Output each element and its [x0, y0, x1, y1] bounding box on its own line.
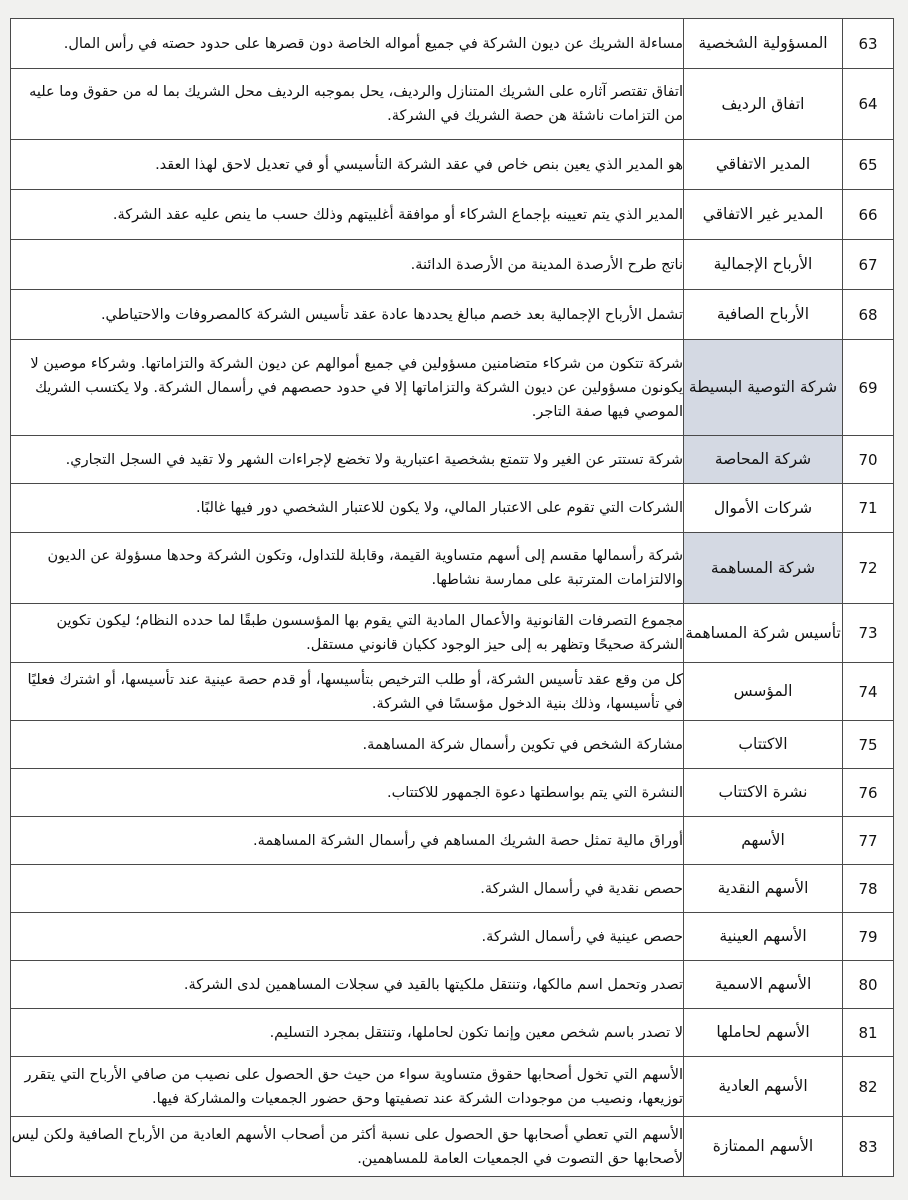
row-number: 78 — [843, 865, 894, 913]
glossary-row — [11, 1117, 894, 1177]
term-cell: تأسيس شركة المساهمة — [684, 604, 843, 663]
row-number: 83 — [843, 1117, 894, 1177]
definition-cell: مساءلة الشريك عن ديون الشركة في جميع أمواله الخاصة دون قصرها على حدود حصته في رأس المال. — [11, 19, 684, 69]
definition-cell: شركة تستتر عن الغير ولا تتمتع بشخصية اعتبارية ولا تخضع لإجراءات الشهر ولا تقيد في السجل التجاري. — [11, 436, 684, 484]
glossary-row — [11, 721, 894, 769]
glossary-table-body — [11, 19, 894, 1177]
definition-cell: اتفاق تقتصر آثاره على الشريك المتنازل والرديف، يحل بموجبه الرديف محل الشريك بما له من حقوق وما عليه من التزامات ناشئة هن حصة الشريك في الشركة. — [11, 69, 684, 140]
glossary-row — [11, 865, 894, 913]
term-cell: المسؤولية الشخصية — [684, 19, 843, 69]
definition-cell: شركة رأسمالها مقسم إلى أسهم متساوية القيمة، وقابلة للتداول، وتكون الشركة وحدها مسؤولة عن الديون والالتزامات المترتبة على ممارسة نشاطها. — [11, 533, 684, 604]
definition-cell: مجموع التصرفات القانونية والأعمال المادية التي يقوم بها المؤسسون طبقًا لما حدده النظام؛ ليكون تكوين الشركة صحيحًا وتظهر به إلى حيز الوجود ككيان قانوني مستقل. — [11, 604, 684, 663]
glossary-row — [11, 69, 894, 140]
row-number: 74 — [843, 663, 894, 721]
term-cell: المدير الاتفاقي — [684, 140, 843, 190]
definition-cell: هو المدير الذي يعين بنص خاص في عقد الشركة التأسيسي أو في تعديل لاحق لهذا العقد. — [11, 140, 684, 190]
row-number: 75 — [843, 721, 894, 769]
definition-cell: المدير الذي يتم تعيينه بإجماع الشركاء أو موافقة أغلبيتهم وذلك حسب ما ينص عليه عقد الشركة. — [11, 190, 684, 240]
glossary-row — [11, 290, 894, 340]
term-cell: شركة التوصية البسيطة — [684, 340, 843, 436]
row-number: 81 — [843, 1009, 894, 1057]
glossary-row — [11, 604, 894, 663]
row-number: 65 — [843, 140, 894, 190]
row-number: 66 — [843, 190, 894, 240]
term-cell: اتفاق الرديف — [684, 69, 843, 140]
term-cell: الأرباح الإجمالية — [684, 240, 843, 290]
term-cell: المؤسس — [684, 663, 843, 721]
glossary-row — [11, 340, 894, 436]
glossary-row — [11, 817, 894, 865]
definition-cell: كل من وقع عقد تأسيس الشركة، أو طلب الترخيص بتأسيسها، أو قدم حصة عينية عند تأسيسها، أو اشترك فعليًا في تأسيسها، وذلك بنية الدخول مؤسسًا في الشركة. — [11, 663, 684, 721]
term-cell: شركات الأموال — [684, 484, 843, 533]
row-number: 77 — [843, 817, 894, 865]
term-cell: الأسهم النقدية — [684, 865, 843, 913]
row-number: 68 — [843, 290, 894, 340]
glossary-row — [11, 663, 894, 721]
term-cell: الأسهم — [684, 817, 843, 865]
glossary-row — [11, 1009, 894, 1057]
definition-cell: الشركات التي تقوم على الاعتبار المالي، ولا يكون للاعتبار الشخصي دور فيها غالبًا. — [11, 484, 684, 533]
glossary-row — [11, 533, 894, 604]
glossary-row — [11, 436, 894, 484]
row-number: 69 — [843, 340, 894, 436]
glossary-row — [11, 190, 894, 240]
glossary-row — [11, 240, 894, 290]
definition-cell: النشرة التي يتم بواسطتها دعوة الجمهور للاكتتاب. — [11, 769, 684, 817]
term-cell: نشرة الاكتتاب — [684, 769, 843, 817]
term-cell: الأسهم الممتازة — [684, 1117, 843, 1177]
term-cell: الأسهم الاسمية — [684, 961, 843, 1009]
term-cell: شركة المحاصة — [684, 436, 843, 484]
definition-cell: الأسهم التي تعطي أصحابها حق الحصول على نسبة أكثر من أصحاب الأسهم العادية من الأرباح الصافية ولكن ليس لأصحابها حق التصوت في الجمعيات العامة للمساهمين. — [11, 1117, 684, 1177]
term-cell: الأسهم العينية — [684, 913, 843, 961]
definition-cell: تصدر وتحمل اسم مالكها، وتنتقل ملكيتها بالقيد في سجلات المساهمين لدى الشركة. — [11, 961, 684, 1009]
row-number: 67 — [843, 240, 894, 290]
row-number: 72 — [843, 533, 894, 604]
glossary-row — [11, 140, 894, 190]
glossary-table — [10, 18, 894, 1177]
glossary-row — [11, 913, 894, 961]
row-number: 71 — [843, 484, 894, 533]
term-cell: المدير غير الاتفاقي — [684, 190, 843, 240]
row-number: 79 — [843, 913, 894, 961]
row-number: 82 — [843, 1057, 894, 1117]
row-number: 64 — [843, 69, 894, 140]
row-number: 80 — [843, 961, 894, 1009]
definition-cell: حصص عينية في رأسمال الشركة. — [11, 913, 684, 961]
term-cell: الأسهم لحاملها — [684, 1009, 843, 1057]
definition-cell: شركة تتكون من شركاء متضامنين مسؤولين في جميع أموالهم عن ديون الشركة والتزاماتها. وشركاء موصين لا يكونون مسؤولين عن ديون الشركة والتزاماتها إلا في حدود حصصهم في رأسمال الشركة. ولا يكتسب الشريك الموصي فيها صفة التاجر. — [11, 340, 684, 436]
row-number: 73 — [843, 604, 894, 663]
row-number: 70 — [843, 436, 894, 484]
document-page — [10, 18, 894, 1177]
definition-cell: مشاركة الشخص في تكوين رأسمال شركة المساهمة. — [11, 721, 684, 769]
row-number: 63 — [843, 19, 894, 69]
glossary-row — [11, 1057, 894, 1117]
definition-cell: أوراق مالية تمثل حصة الشريك المساهم في رأسمال الشركة المساهمة. — [11, 817, 684, 865]
glossary-row — [11, 484, 894, 533]
row-number: 76 — [843, 769, 894, 817]
definition-cell: تشمل الأرباح الإجمالية بعد خصم مبالغ يحددها عادة عقد تأسيس الشركة كالمصروفات والاحتياطي. — [11, 290, 684, 340]
glossary-row — [11, 961, 894, 1009]
definition-cell: الأسهم التي تخول أصحابها حقوق متساوية سواء من حيث حق الحصول على نصيب من صافي الأرباح التي يتقرر توزيعها، ونصيب من موجودات الشركة عند تصفيتها وحق حضور الجمعيات والمشاركة فيها. — [11, 1057, 684, 1117]
term-cell: شركة المساهمة — [684, 533, 843, 604]
definition-cell: لا تصدر باسم شخص معين وإنما تكون لحاملها، وتنتقل بمجرد التسليم. — [11, 1009, 684, 1057]
term-cell: الأرباح الصافية — [684, 290, 843, 340]
term-cell: الأسهم العادية — [684, 1057, 843, 1117]
glossary-row — [11, 769, 894, 817]
definition-cell: حصص نقدية في رأسمال الشركة. — [11, 865, 684, 913]
glossary-row — [11, 19, 894, 69]
definition-cell: ناتج طرح الأرصدة المدينة من الأرصدة الدائنة. — [11, 240, 684, 290]
term-cell: الاكتتاب — [684, 721, 843, 769]
